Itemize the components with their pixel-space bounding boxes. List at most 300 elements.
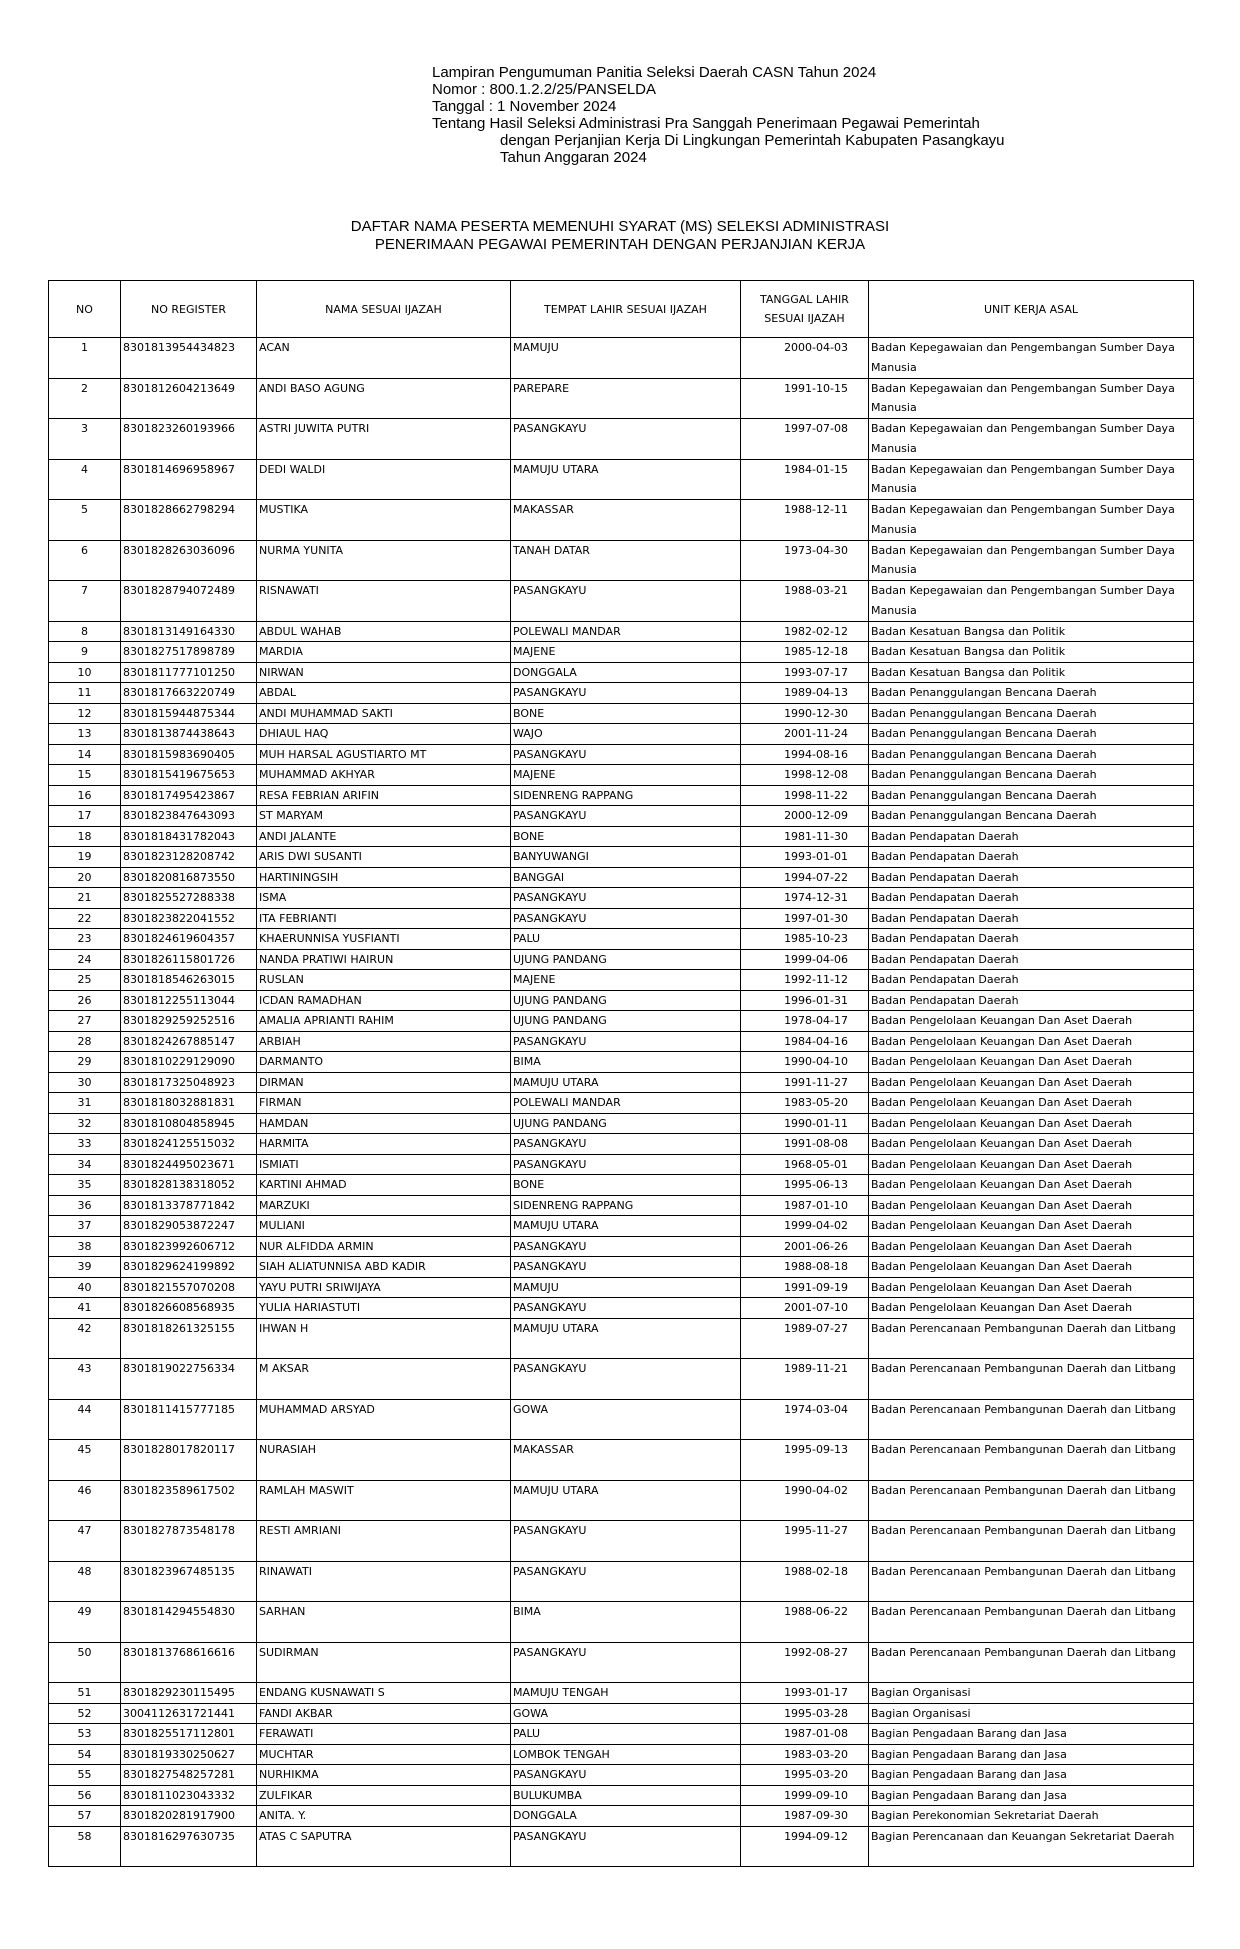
cell-birthdate: 1994-08-16 <box>741 744 869 765</box>
cell-unit: Badan Pendapatan Daerah <box>869 867 1194 888</box>
table-row <box>49 419 1194 460</box>
cell-register: 8301824125515032 <box>121 1134 257 1155</box>
cell-name: RISNAWATI <box>257 581 511 622</box>
cell-unit: Badan Pendapatan Daerah <box>869 990 1194 1011</box>
cell-birthdate: 2000-04-03 <box>741 338 869 379</box>
cell-unit: Badan Pengelolaan Keuangan Dan Aset Daerah <box>869 1154 1194 1175</box>
cell-unit: Bagian Organisasi <box>869 1683 1194 1704</box>
cell-unit: Badan Pengelolaan Keuangan Dan Aset Daerah <box>869 1031 1194 1052</box>
cell-register: 8301817495423867 <box>121 785 257 806</box>
cell-birthplace: MAMUJU UTARA <box>511 459 741 500</box>
cell-no: 37 <box>49 1216 121 1237</box>
cell-birthplace: BONE <box>511 703 741 724</box>
cell-birthplace: TANAH DATAR <box>511 540 741 581</box>
cell-unit: Badan Penanggulangan Bencana Daerah <box>869 765 1194 786</box>
table-row <box>49 1072 1194 1093</box>
cell-no: 45 <box>49 1440 121 1481</box>
cell-no: 44 <box>49 1399 121 1440</box>
cell-birthdate: 2001-07-10 <box>741 1298 869 1319</box>
cell-birthplace: PASANGKAYU <box>511 1765 741 1786</box>
table-row <box>49 378 1194 419</box>
table-row <box>49 1359 1194 1400</box>
cell-no: 10 <box>49 662 121 683</box>
cell-no: 6 <box>49 540 121 581</box>
cell-birthplace: PASANGKAYU <box>511 1257 741 1278</box>
cell-no: 24 <box>49 949 121 970</box>
cell-unit: Badan Penanggulangan Bencana Daerah <box>869 683 1194 704</box>
cell-no: 14 <box>49 744 121 765</box>
cell-birthdate: 1987-01-10 <box>741 1195 869 1216</box>
cell-register: 8301812255113044 <box>121 990 257 1011</box>
cell-register: 8301815419675653 <box>121 765 257 786</box>
cell-birthdate: 1992-08-27 <box>741 1642 869 1683</box>
cell-unit: Badan Pendapatan Daerah <box>869 929 1194 950</box>
cell-register: 8301825527288338 <box>121 888 257 909</box>
cell-birthdate: 1990-01-11 <box>741 1113 869 1134</box>
cell-birthplace: UJUNG PANDANG <box>511 1011 741 1032</box>
cell-birthdate: 2001-11-24 <box>741 724 869 745</box>
cell-no: 56 <box>49 1785 121 1806</box>
cell-name: NANDA PRATIWI HAIRUN <box>257 949 511 970</box>
cell-birthdate: 1993-01-17 <box>741 1683 869 1704</box>
cell-name: MULIANI <box>257 1216 511 1237</box>
cell-birthplace: PASANGKAYU <box>511 1359 741 1400</box>
cell-no: 41 <box>49 1298 121 1319</box>
participant-table <box>48 280 1194 1867</box>
table-row <box>49 459 1194 500</box>
table-row <box>49 1093 1194 1114</box>
cell-name: M AKSAR <box>257 1359 511 1400</box>
col-header-birthdate: TANGGAL LAHIR SESUAI IJAZAH <box>741 281 869 338</box>
table-row <box>49 1826 1194 1867</box>
cell-name: ASTRI JUWITA PUTRI <box>257 419 511 460</box>
cell-birthdate: 1998-12-08 <box>741 765 869 786</box>
cell-register: 8301819330250627 <box>121 1744 257 1765</box>
cell-name: ENDANG KUSNAWATI S <box>257 1683 511 1704</box>
cell-unit: Badan Pengelolaan Keuangan Dan Aset Daerah <box>869 1093 1194 1114</box>
cell-birthdate: 1998-11-22 <box>741 785 869 806</box>
cell-register: 8301823260193966 <box>121 419 257 460</box>
cell-no: 42 <box>49 1318 121 1359</box>
cell-register: 8301828662798294 <box>121 500 257 541</box>
table-row <box>49 785 1194 806</box>
table-row <box>49 338 1194 379</box>
cell-unit: Badan Kepegawaian dan Pengembangan Sumber Daya Manusia <box>869 459 1194 500</box>
cell-birthdate: 1995-03-28 <box>741 1703 869 1724</box>
cell-birthdate: 1990-12-30 <box>741 703 869 724</box>
cell-name: MUHAMMAD ARSYAD <box>257 1399 511 1440</box>
cell-unit: Badan Kepegawaian dan Pengembangan Sumber Daya Manusia <box>869 338 1194 379</box>
table-header-row <box>49 281 1194 338</box>
cell-unit: Badan Perencanaan Pembangunan Daerah dan Litbang <box>869 1602 1194 1643</box>
cell-name: NURMA YUNITA <box>257 540 511 581</box>
cell-birthplace: UJUNG PANDANG <box>511 990 741 1011</box>
cell-name: ICDAN RAMADHAN <box>257 990 511 1011</box>
cell-birthplace: MAMUJU UTARA <box>511 1072 741 1093</box>
cell-birthplace: BONE <box>511 826 741 847</box>
cell-birthdate: 1991-09-19 <box>741 1277 869 1298</box>
cell-birthplace: MAJENE <box>511 642 741 663</box>
cell-register: 8301827548257281 <box>121 1765 257 1786</box>
cell-birthdate: 1983-05-20 <box>741 1093 869 1114</box>
cell-name: ANDI JALANTE <box>257 826 511 847</box>
cell-name: ABDUL WAHAB <box>257 621 511 642</box>
cell-birthdate: 1990-04-10 <box>741 1052 869 1073</box>
cell-no: 58 <box>49 1826 121 1867</box>
header-tentang-cont-2: Tahun Anggaran 2024 <box>500 149 647 166</box>
cell-birthdate: 1989-07-27 <box>741 1318 869 1359</box>
cell-unit: Badan Pendapatan Daerah <box>869 949 1194 970</box>
cell-no: 50 <box>49 1642 121 1683</box>
cell-unit: Badan Penanggulangan Bencana Daerah <box>869 785 1194 806</box>
cell-no: 31 <box>49 1093 121 1114</box>
cell-no: 2 <box>49 378 121 419</box>
cell-birthplace: PASANGKAYU <box>511 1561 741 1602</box>
cell-birthplace: PASANGKAYU <box>511 419 741 460</box>
cell-unit: Badan Penanggulangan Bencana Daerah <box>869 724 1194 745</box>
cell-no: 18 <box>49 826 121 847</box>
cell-no: 55 <box>49 1765 121 1786</box>
cell-register: 8301825517112801 <box>121 1724 257 1745</box>
col-header-birthplace: TEMPAT LAHIR SESUAI IJAZAH <box>511 281 741 338</box>
cell-birthplace: PASANGKAYU <box>511 1826 741 1867</box>
table-row <box>49 847 1194 868</box>
cell-unit: Badan Pendapatan Daerah <box>869 970 1194 991</box>
table-row <box>49 929 1194 950</box>
cell-name: SUDIRMAN <box>257 1642 511 1683</box>
cell-unit: Badan Pendapatan Daerah <box>869 847 1194 868</box>
cell-name: DEDI WALDI <box>257 459 511 500</box>
table-row <box>49 1175 1194 1196</box>
cell-no: 48 <box>49 1561 121 1602</box>
cell-birthdate: 1997-01-30 <box>741 908 869 929</box>
table-row <box>49 1399 1194 1440</box>
cell-unit: Badan Pengelolaan Keuangan Dan Aset Daerah <box>869 1113 1194 1134</box>
table-row <box>49 1642 1194 1683</box>
cell-birthplace: DONGGALA <box>511 662 741 683</box>
table-row <box>49 724 1194 745</box>
cell-birthdate: 1987-01-08 <box>741 1724 869 1745</box>
cell-name: FERAWATI <box>257 1724 511 1745</box>
table-row <box>49 1521 1194 1562</box>
cell-birthdate: 1978-04-17 <box>741 1011 869 1032</box>
cell-birthplace: PASANGKAYU <box>511 1521 741 1562</box>
cell-register: 8301828138318052 <box>121 1175 257 1196</box>
cell-register: 8301824267885147 <box>121 1031 257 1052</box>
cell-register: 8301818032881831 <box>121 1093 257 1114</box>
cell-register: 8301813378771842 <box>121 1195 257 1216</box>
cell-no: 29 <box>49 1052 121 1073</box>
table-row <box>49 1806 1194 1827</box>
cell-name: MUHAMMAD AKHYAR <box>257 765 511 786</box>
cell-register: 8301814294554830 <box>121 1602 257 1643</box>
cell-name: AMALIA APRIANTI RAHIM <box>257 1011 511 1032</box>
cell-name: IHWAN H <box>257 1318 511 1359</box>
cell-unit: Badan Perencanaan Pembangunan Daerah dan Litbang <box>869 1399 1194 1440</box>
cell-unit: Badan Kesatuan Bangsa dan Politik <box>869 621 1194 642</box>
cell-register: 8301823822041552 <box>121 908 257 929</box>
cell-birthplace: BONE <box>511 1175 741 1196</box>
cell-unit: Badan Pengelolaan Keuangan Dan Aset Daerah <box>869 1257 1194 1278</box>
cell-no: 28 <box>49 1031 121 1052</box>
cell-no: 17 <box>49 806 121 827</box>
cell-unit: Bagian Pengadaan Barang dan Jasa <box>869 1765 1194 1786</box>
cell-birthplace: MAMUJU <box>511 338 741 379</box>
cell-birthdate: 1984-01-15 <box>741 459 869 500</box>
cell-unit: Badan Kepegawaian dan Pengembangan Sumber Daya Manusia <box>869 581 1194 622</box>
cell-no: 7 <box>49 581 121 622</box>
cell-register: 3004112631721441 <box>121 1703 257 1724</box>
table-row <box>49 662 1194 683</box>
cell-name: RESTI AMRIANI <box>257 1521 511 1562</box>
cell-register: 8301813768616616 <box>121 1642 257 1683</box>
table-row <box>49 581 1194 622</box>
cell-unit: Badan Perencanaan Pembangunan Daerah dan Litbang <box>869 1561 1194 1602</box>
cell-unit: Badan Pengelolaan Keuangan Dan Aset Daerah <box>869 1134 1194 1155</box>
cell-birthplace: PASANGKAYU <box>511 744 741 765</box>
table-row <box>49 1195 1194 1216</box>
table-row <box>49 888 1194 909</box>
table-row <box>49 1052 1194 1073</box>
cell-register: 8301829230115495 <box>121 1683 257 1704</box>
header-tentang: Tentang Hasil Seleksi Administrasi Pra Sanggah Penerimaan Pegawai Pemerintah <box>432 115 980 132</box>
cell-name: YAYU PUTRI SRIWIJAYA <box>257 1277 511 1298</box>
cell-birthplace: UJUNG PANDANG <box>511 949 741 970</box>
table-row <box>49 683 1194 704</box>
table-row <box>49 642 1194 663</box>
cell-register: 8301817663220749 <box>121 683 257 704</box>
cell-birthdate: 2000-12-09 <box>741 806 869 827</box>
cell-birthplace: BANYUWANGI <box>511 847 741 868</box>
cell-unit: Badan Pengelolaan Keuangan Dan Aset Daerah <box>869 1052 1194 1073</box>
table-row <box>49 1724 1194 1745</box>
cell-birthdate: 1995-03-20 <box>741 1765 869 1786</box>
cell-unit: Badan Pengelolaan Keuangan Dan Aset Daerah <box>869 1236 1194 1257</box>
cell-register: 8301815983690405 <box>121 744 257 765</box>
cell-register: 8301814696958967 <box>121 459 257 500</box>
cell-name: FANDI AKBAR <box>257 1703 511 1724</box>
table-row <box>49 1236 1194 1257</box>
table-row <box>49 826 1194 847</box>
cell-no: 25 <box>49 970 121 991</box>
cell-birthdate: 1989-04-13 <box>741 683 869 704</box>
table-row <box>49 500 1194 541</box>
cell-birthdate: 1988-12-11 <box>741 500 869 541</box>
cell-name: KARTINI AHMAD <box>257 1175 511 1196</box>
cell-unit: Badan Penanggulangan Bencana Daerah <box>869 744 1194 765</box>
cell-name: DIRMAN <box>257 1072 511 1093</box>
cell-birthplace: SIDENRENG RAPPANG <box>511 785 741 806</box>
cell-birthplace: PALU <box>511 929 741 950</box>
table-row <box>49 1785 1194 1806</box>
cell-name: RUSLAN <box>257 970 511 991</box>
table-row <box>49 1318 1194 1359</box>
cell-register: 8301820281917900 <box>121 1806 257 1827</box>
cell-name: MUCHTAR <box>257 1744 511 1765</box>
cell-name: ABDAL <box>257 683 511 704</box>
cell-birthplace: PASANGKAYU <box>511 908 741 929</box>
cell-register: 8301828794072489 <box>121 581 257 622</box>
cell-register: 8301828017820117 <box>121 1440 257 1481</box>
cell-unit: Badan Perencanaan Pembangunan Daerah dan Litbang <box>869 1318 1194 1359</box>
table-row <box>49 1703 1194 1724</box>
col-header-no: NO <box>49 281 121 338</box>
cell-name: FIRMAN <box>257 1093 511 1114</box>
cell-no: 26 <box>49 990 121 1011</box>
cell-no: 13 <box>49 724 121 745</box>
cell-name: SIAH ALIATUNNISA ABD KADIR <box>257 1257 511 1278</box>
cell-register: 8301828263036096 <box>121 540 257 581</box>
cell-birthdate: 1999-04-06 <box>741 949 869 970</box>
cell-birthdate: 1988-08-18 <box>741 1257 869 1278</box>
cell-birthplace: MAMUJU UTARA <box>511 1318 741 1359</box>
cell-no: 5 <box>49 500 121 541</box>
table-row <box>49 1257 1194 1278</box>
cell-no: 21 <box>49 888 121 909</box>
cell-birthdate: 1990-04-02 <box>741 1480 869 1521</box>
cell-register: 8301813149164330 <box>121 621 257 642</box>
col-header-name: NAMA SESUAI IJAZAH <box>257 281 511 338</box>
cell-no: 54 <box>49 1744 121 1765</box>
cell-register: 8301811777101250 <box>121 662 257 683</box>
cell-birthdate: 1999-09-10 <box>741 1785 869 1806</box>
cell-birthdate: 1968-05-01 <box>741 1154 869 1175</box>
cell-register: 8301818431782043 <box>121 826 257 847</box>
cell-register: 8301823128208742 <box>121 847 257 868</box>
cell-no: 39 <box>49 1257 121 1278</box>
cell-birthdate: 1973-04-30 <box>741 540 869 581</box>
table-row <box>49 744 1194 765</box>
cell-birthplace: PASANGKAYU <box>511 806 741 827</box>
cell-register: 8301826608568935 <box>121 1298 257 1319</box>
cell-unit: Bagian Organisasi <box>869 1703 1194 1724</box>
cell-birthplace: BULUKUMBA <box>511 1785 741 1806</box>
cell-birthdate: 1991-10-15 <box>741 378 869 419</box>
cell-register: 8301811415777185 <box>121 1399 257 1440</box>
cell-birthplace: PALU <box>511 1724 741 1745</box>
cell-register: 8301820816873550 <box>121 867 257 888</box>
cell-unit: Badan Pendapatan Daerah <box>869 826 1194 847</box>
cell-birthplace: UJUNG PANDANG <box>511 1113 741 1134</box>
cell-birthdate: 1985-12-18 <box>741 642 869 663</box>
cell-no: 20 <box>49 867 121 888</box>
cell-register: 8301824619604357 <box>121 929 257 950</box>
table-row <box>49 1561 1194 1602</box>
cell-no: 34 <box>49 1154 121 1175</box>
cell-no: 19 <box>49 847 121 868</box>
cell-birthplace: BIMA <box>511 1052 741 1073</box>
cell-no: 53 <box>49 1724 121 1745</box>
cell-birthdate: 1988-06-22 <box>741 1602 869 1643</box>
table-row <box>49 1011 1194 1032</box>
cell-no: 33 <box>49 1134 121 1155</box>
cell-birthdate: 1996-01-31 <box>741 990 869 1011</box>
title-line-2: PENERIMAAN PEGAWAI PEMERINTAH DENGAN PERJANJIAN KERJA <box>374 236 866 253</box>
cell-unit: Badan Pengelolaan Keuangan Dan Aset Daerah <box>869 1072 1194 1093</box>
col-header-register: NO REGISTER <box>121 281 257 338</box>
header-line-1: Lampiran Pengumuman Panitia Seleksi Daerah CASN Tahun 2024 <box>432 64 877 81</box>
cell-name: MARDIA <box>257 642 511 663</box>
cell-name: ATAS C SAPUTRA <box>257 1826 511 1867</box>
cell-no: 15 <box>49 765 121 786</box>
cell-unit: Badan Pendapatan Daerah <box>869 888 1194 909</box>
table-row <box>49 1298 1194 1319</box>
cell-no: 22 <box>49 908 121 929</box>
cell-birthdate: 1997-07-08 <box>741 419 869 460</box>
cell-name: YULIA HARIASTUTI <box>257 1298 511 1319</box>
cell-birthdate: 1974-03-04 <box>741 1399 869 1440</box>
cell-name: NUR ALFIDDA ARMIN <box>257 1236 511 1257</box>
cell-unit: Bagian Pengadaan Barang dan Jasa <box>869 1724 1194 1745</box>
cell-birthdate: 1995-11-27 <box>741 1521 869 1562</box>
cell-register: 8301812604213649 <box>121 378 257 419</box>
cell-no: 4 <box>49 459 121 500</box>
header-tanggal: Tanggal : 1 November 2024 <box>432 98 617 115</box>
header-nomor: Nomor : 800.1.2.2/25/PANSELDA <box>432 81 657 98</box>
cell-name: MARZUKI <box>257 1195 511 1216</box>
table-row <box>49 1113 1194 1134</box>
table-row <box>49 1277 1194 1298</box>
cell-register: 8301824495023671 <box>121 1154 257 1175</box>
cell-name: ACAN <box>257 338 511 379</box>
header-tentang-cont-1: dengan Perjanjian Kerja Di Lingkungan Pemerintah Kabupaten Pasangkayu <box>500 132 1005 149</box>
cell-register: 8301818261325155 <box>121 1318 257 1359</box>
cell-unit: Badan Kesatuan Bangsa dan Politik <box>869 662 1194 683</box>
cell-register: 8301823847643093 <box>121 806 257 827</box>
cell-no: 36 <box>49 1195 121 1216</box>
cell-unit: Badan Pengelolaan Keuangan Dan Aset Daerah <box>869 1277 1194 1298</box>
cell-birthdate: 1994-07-22 <box>741 867 869 888</box>
cell-birthdate: 1974-12-31 <box>741 888 869 909</box>
cell-birthdate: 1988-03-21 <box>741 581 869 622</box>
cell-name: ANITA. Y. <box>257 1806 511 1827</box>
table-row <box>49 1744 1194 1765</box>
cell-register: 8301827873548178 <box>121 1521 257 1562</box>
cell-birthplace: MAKASSAR <box>511 500 741 541</box>
cell-register: 8301813874438643 <box>121 724 257 745</box>
cell-birthplace: SIDENRENG RAPPANG <box>511 1195 741 1216</box>
cell-register: 8301826115801726 <box>121 949 257 970</box>
cell-birthplace: MAJENE <box>511 765 741 786</box>
cell-birthplace: PAREPARE <box>511 378 741 419</box>
table-row <box>49 1602 1194 1643</box>
cell-birthdate: 1993-01-01 <box>741 847 869 868</box>
table-row <box>49 970 1194 991</box>
cell-name: RESA FEBRIAN ARIFIN <box>257 785 511 806</box>
cell-birthdate: 1991-08-08 <box>741 1134 869 1155</box>
cell-no: 49 <box>49 1602 121 1643</box>
cell-unit: Badan Pengelolaan Keuangan Dan Aset Daerah <box>869 1195 1194 1216</box>
cell-name: HARTININGSIH <box>257 867 511 888</box>
table-row <box>49 703 1194 724</box>
cell-birthdate: 1999-04-02 <box>741 1216 869 1237</box>
cell-name: ANDI MUHAMMAD SAKTI <box>257 703 511 724</box>
cell-name: NURHIKMA <box>257 1765 511 1786</box>
cell-birthplace: PASANGKAYU <box>511 1134 741 1155</box>
cell-birthdate: 2001-06-26 <box>741 1236 869 1257</box>
cell-register: 8301810804858945 <box>121 1113 257 1134</box>
cell-birthdate: 1992-11-12 <box>741 970 869 991</box>
cell-birthplace: PASANGKAYU <box>511 1298 741 1319</box>
cell-unit: Badan Penanggulangan Bencana Daerah <box>869 703 1194 724</box>
cell-birthdate: 1995-09-13 <box>741 1440 869 1481</box>
cell-birthplace: BIMA <box>511 1602 741 1643</box>
cell-name: ARBIAH <box>257 1031 511 1052</box>
table-row <box>49 949 1194 970</box>
cell-unit: Badan Kepegawaian dan Pengembangan Sumber Daya Manusia <box>869 419 1194 460</box>
cell-unit: Badan Pengelolaan Keuangan Dan Aset Daerah <box>869 1175 1194 1196</box>
cell-no: 38 <box>49 1236 121 1257</box>
